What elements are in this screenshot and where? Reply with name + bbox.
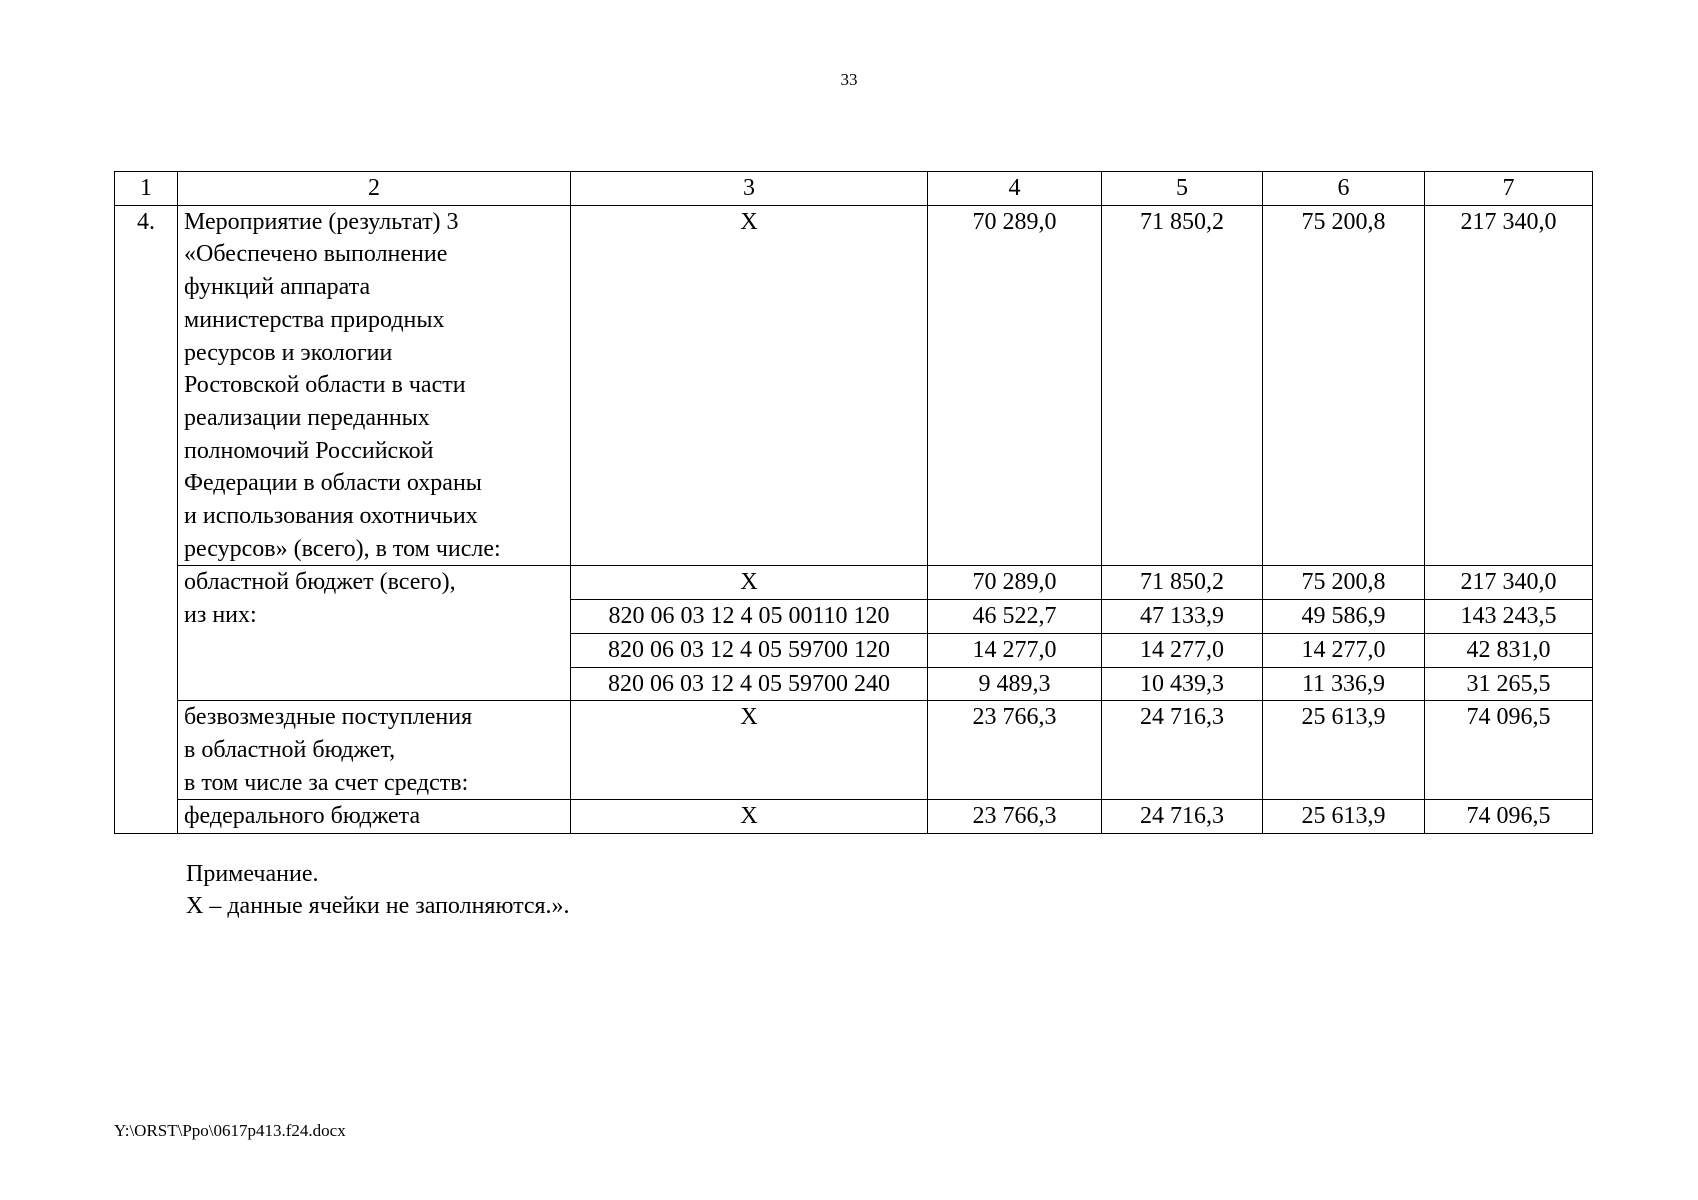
name-line: ресурсов и экологии bbox=[184, 339, 393, 366]
value-cell: 25 613,9 bbox=[1263, 800, 1425, 834]
grants-name bbox=[178, 701, 571, 800]
value-cell: 10 439,3 bbox=[1102, 667, 1263, 701]
name-line: полномочий Российской bbox=[184, 437, 434, 464]
value-cell: 14 277,0 bbox=[928, 633, 1102, 667]
value-cell: 31 265,5 bbox=[1425, 667, 1593, 701]
header-cell: 3 bbox=[571, 172, 928, 206]
value-cell: 71 850,2 bbox=[1102, 205, 1263, 566]
value-cell: 24 716,3 bbox=[1102, 800, 1263, 834]
budget-code-cell: 820 06 03 12 4 05 59700 240 bbox=[571, 667, 928, 701]
note-block bbox=[186, 858, 570, 922]
value-cell: 47 133,9 bbox=[1102, 600, 1263, 634]
header-cell: 4 bbox=[928, 172, 1102, 206]
value-cell: 11 336,9 bbox=[1263, 667, 1425, 701]
value-cell: 25 613,9 bbox=[1263, 701, 1425, 800]
value-cell: 14 277,0 bbox=[1102, 633, 1263, 667]
name-line: функций аппарата bbox=[184, 274, 371, 301]
value-cell: 74 096,5 bbox=[1425, 800, 1593, 834]
value-cell: 70 289,0 bbox=[928, 205, 1102, 566]
budget-code-cell: X bbox=[571, 701, 928, 800]
budget-code-cell: X bbox=[571, 205, 928, 566]
name-line: и использования охотничьих bbox=[184, 503, 478, 530]
value-cell: 71 850,2 bbox=[1102, 566, 1263, 600]
note-text: X – данные ячейки не заполняются.». bbox=[186, 893, 570, 919]
value-cell: 75 200,8 bbox=[1263, 205, 1425, 566]
name-line: федерального бюджета bbox=[184, 803, 421, 830]
note-title: Примечание. bbox=[186, 861, 319, 887]
name-line: Федерации в области охраны bbox=[184, 470, 482, 497]
budget-code-cell: X bbox=[571, 800, 928, 834]
value-cell: 49 586,9 bbox=[1263, 600, 1425, 634]
name-line: в том числе за счет средств: bbox=[184, 769, 469, 796]
file-path-footer: Y:\ORST\Ppo\0617p413.f24.docx bbox=[114, 1121, 346, 1140]
name-line: ресурсов» (всего), в том числе: bbox=[184, 535, 501, 562]
value-cell: 217 340,0 bbox=[1425, 566, 1593, 600]
value-cell: 14 277,0 bbox=[1263, 633, 1425, 667]
name-line: «Обеспечено выполнение bbox=[184, 241, 448, 268]
budget-code-cell: 820 06 03 12 4 05 00110 120 bbox=[571, 600, 928, 634]
name-line: в областной бюджет, bbox=[184, 736, 396, 763]
table-row-main bbox=[115, 205, 1593, 566]
page-number: 33 bbox=[840, 70, 858, 89]
table-row-regional-total bbox=[115, 566, 1593, 600]
name-line: из них: bbox=[184, 602, 257, 629]
row-index: 4. bbox=[115, 205, 178, 833]
table-header-row bbox=[115, 172, 1593, 206]
table-row-grants bbox=[115, 701, 1593, 800]
budget-table bbox=[114, 171, 1593, 834]
name-line: реализации переданных bbox=[184, 404, 430, 431]
value-cell: 9 489,3 bbox=[928, 667, 1102, 701]
header-cell: 7 bbox=[1425, 172, 1593, 206]
value-cell: 46 522,7 bbox=[928, 600, 1102, 634]
name-line: Ростовской области в части bbox=[184, 372, 466, 399]
budget-code-cell: X bbox=[571, 566, 928, 600]
name-line: Мероприятие (результат) 3 bbox=[184, 208, 459, 235]
name-line: областной бюджет (всего), bbox=[184, 569, 456, 596]
value-cell: 23 766,3 bbox=[928, 800, 1102, 834]
federal-name bbox=[178, 800, 571, 834]
value-cell: 74 096,5 bbox=[1425, 701, 1593, 800]
header-cell: 2 bbox=[178, 172, 571, 206]
value-cell: 217 340,0 bbox=[1425, 205, 1593, 566]
value-cell: 70 289,0 bbox=[928, 566, 1102, 600]
main-row-name bbox=[178, 205, 571, 566]
header-cell: 5 bbox=[1102, 172, 1263, 206]
name-line: безвозмездные поступления bbox=[184, 704, 473, 731]
name-line: министерства природных bbox=[184, 306, 445, 333]
value-cell: 23 766,3 bbox=[928, 701, 1102, 800]
header-cell: 6 bbox=[1263, 172, 1425, 206]
regional-budget-name bbox=[178, 566, 571, 701]
value-cell: 24 716,3 bbox=[1102, 701, 1263, 800]
value-cell: 75 200,8 bbox=[1263, 566, 1425, 600]
table-row-federal bbox=[115, 800, 1593, 834]
budget-code-cell: 820 06 03 12 4 05 59700 120 bbox=[571, 633, 928, 667]
value-cell: 42 831,0 bbox=[1425, 633, 1593, 667]
value-cell: 143 243,5 bbox=[1425, 600, 1593, 634]
header-cell: 1 bbox=[115, 172, 178, 206]
